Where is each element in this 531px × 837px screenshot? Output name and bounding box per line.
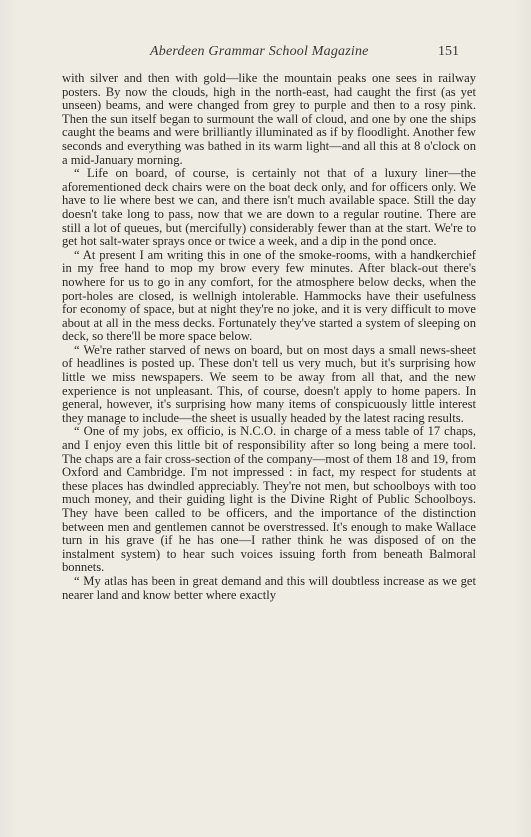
page-header <box>150 44 495 64</box>
paragraph: with silver and then with gold—like the mountain peaks one sees in railway posters. By now the clouds, high in the north-east, had caught the first (as yet unseen) beams, and were changed from grey to purple and then to a rosy pink. Then the sun itself began to surmount the wall of cloud, and one by one the ships caught the beams and were brilliantly illuminated as if by floodlight. Another few seconds and everything was bathed in its warm light—and all this at 8 o'clock on a mid-January morning. <box>62 71 476 167</box>
paragraph: “ We're rather starved of news on board, but on most days a small news-sheet of headlines is posted up. These don't tell us very much, but it's surprising how little we miss newspapers. We seem to be away from all that, and the new experience is not unpleasant. This, of course, doesn't apply to home papers. In general, however, it's surprising how many items of conspicuously little interest they manage to include—the sheet is usually headed by the latest racing results. <box>62 342 476 425</box>
page-number: 151 <box>438 44 459 59</box>
paragraph: “ At present I am writing this in one of the smoke-rooms, with a handkerchief in my free hand to mop my brow every few minutes. After black-out there's nowhere for us to go in any comfort, for the atmosphere below decks, when the port-holes are closed, is wellnigh intolerable. Hammocks have their usefulness for economy of space, but at night they're no joke, and it is very difficult to move about at all in the mess decks. Fortunately they've started a system of sleeping on deck, so there'll be more space below. <box>62 247 476 344</box>
article-body <box>62 72 476 602</box>
paragraph: “ My atlas has been in great demand and this will doubtless increase as we get nearer land and know better where exactly <box>62 573 476 602</box>
running-title: Aberdeen Grammar School Magazine <box>150 44 369 59</box>
paragraph: “ One of my jobs, ex officio, is N.C.O. in charge of a mess table of 17 chaps, and I enjoy even this little bit of responsibility after so long being a mere tool. The chaps are a fair cross-section of the company—most of them 18 and 19, from Oxford and Cambridge. I'm not impressed : in fact, my respect for students at these places has dwindled appreciably. They're not men, but schoolboys with too much money, and their guiding light is the Divine Right of Public Schoolboys. They have been called to be officers, and the importance of the distinction between men and gentlemen cannot be overstressed. It's enough to make Wallace turn in his grave (if he has one—I rather think he was disposed of on the instalment system) to hear such voices issuing forth from beneath Balmoral bonnets. <box>62 424 476 575</box>
paragraph: “ Life on board, of course, is certainly not that of a luxury liner—the aforementioned deck chairs were on the boat deck only, and for officers only. We have to lie where best we can, and there isn't much available space. Still the day doesn't take long to pass, now that we are down to a regular routine. There are still a lot of queues, but (mercifully) considerably fewer than at the start. We're to get hot salt-water sprays once or twice a week, and a dip in the pond once. <box>62 166 476 249</box>
